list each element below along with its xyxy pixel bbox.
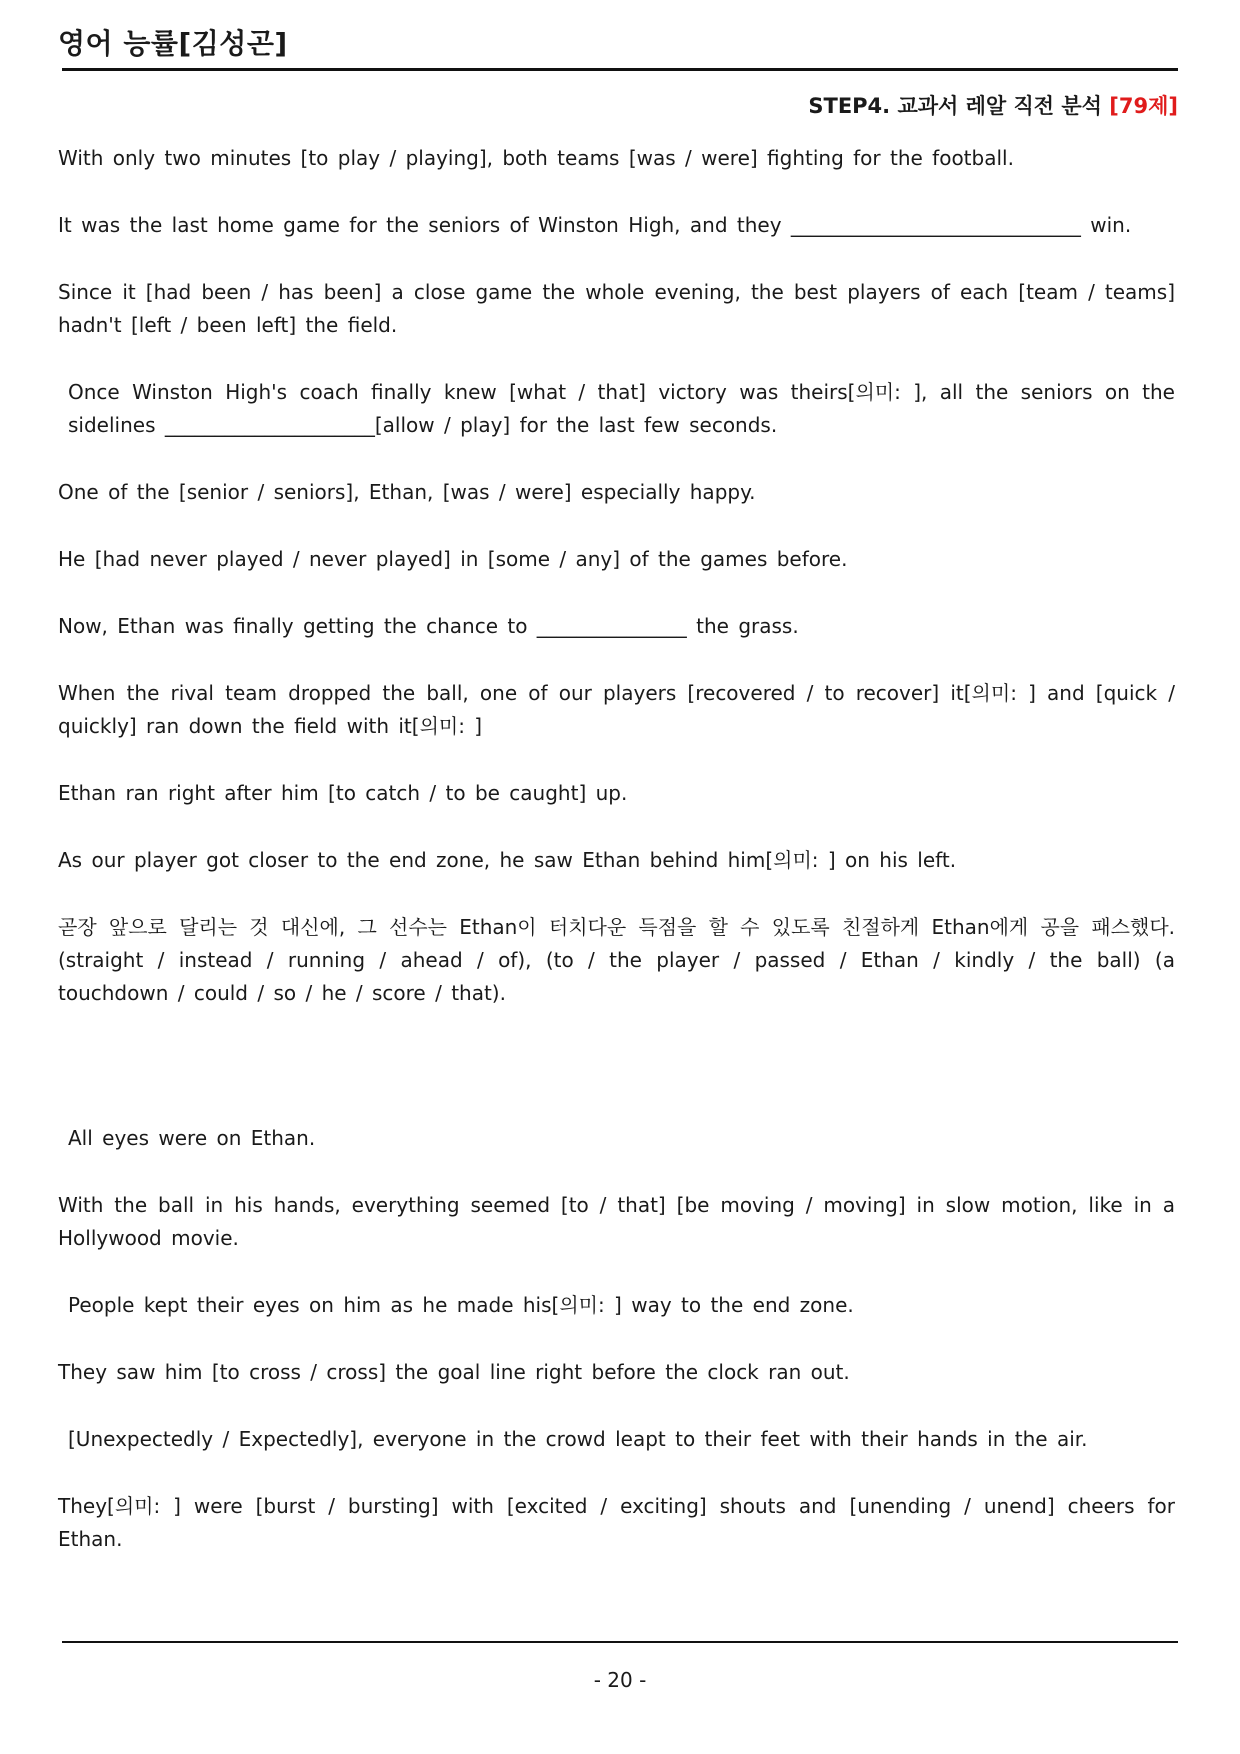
worksheet-body [58, 142, 1175, 1590]
exercise-sentence-10: As our player got closer to the end zone, he saw Ethan behind him[의미: ] on his left. [58, 848, 957, 872]
footer-divider [62, 1641, 1178, 1643]
exercise-sentence-6: He [had never played / never played] in [some / any] of the games before. [58, 547, 848, 571]
header-divider [62, 68, 1178, 71]
section-heading [808, 90, 1178, 120]
exercise-sentence-13: With the ball in his hands, everything seemed [to / that] [be moving / moving] in slow motion, like in a Hollywood movie. [58, 1193, 1175, 1250]
exercise-sentence-5: One of the [senior / seniors], Ethan, [was / were] especially happy. [58, 480, 756, 504]
page-title: 영어 능률[김성곤] [58, 27, 288, 60]
exercise-sentence-8: When the rival team dropped the ball, one of our players [recovered / to recover] it[의미: ] and [quick / quickly] ran down the field with it[의미: ] [58, 681, 1175, 738]
exercise-sentence-3: Since it [had been / has been] a close game the whole evening, the best players of each [team / teams] hadn't [left / been left] the field. [58, 280, 1175, 337]
exercise-sentence-7: Now, Ethan was finally getting the chance to _______________ the grass. [58, 614, 799, 638]
exercise-sentence-11: 곧장 앞으로 달리는 것 대신에, 그 선수는 Ethan이 터치다운 득점을 할 수 있도록 친절하게 Ethan에게 공을 패스했다. (straight / instead / running / ahead / of), (to / the player / passed / Ethan / kindly / the ball) (a touchdown / could / so / he / score / that). [58, 915, 1175, 1005]
exercise-sentence-1: With only two minutes [to play / playing], both teams [was / were] fighting for the football. [58, 146, 1014, 170]
exercise-sentence-14: People kept their eyes on him as he made his[의미: ] way to the end zone. [68, 1293, 854, 1317]
exercise-sentence-16: [Unexpectedly / Expectedly], everyone in the crowd leapt to their feet with their hands in the air. [68, 1427, 1088, 1451]
step-label: STEP4. 교과서 레알 직전 분석 [808, 94, 1102, 118]
question-count: [79제] [1109, 94, 1178, 118]
exercise-sentence-17: They[의미: ] were [burst / bursting] with [excited / exciting] shouts and [unending / unend] cheers for Ethan. [58, 1494, 1175, 1551]
exercise-sentence-4: Once Winston High's coach finally knew [what / that] victory was theirs[의미: ], all the seniors on the sidelines _____________________[allow / play] for the last few seconds. [68, 380, 1175, 437]
exercise-sentence-12: All eyes were on Ethan. [68, 1126, 316, 1150]
exercise-sentence-9: Ethan ran right after him [to catch / to be caught] up. [58, 781, 628, 805]
exercise-sentence-2: It was the last home game for the seniors of Winston High, and they _____________________________ win. [58, 213, 1132, 237]
page-number: - 20 - [593, 1668, 647, 1692]
exercise-sentence-15: They saw him [to cross / cross] the goal line right before the clock ran out. [58, 1360, 850, 1384]
